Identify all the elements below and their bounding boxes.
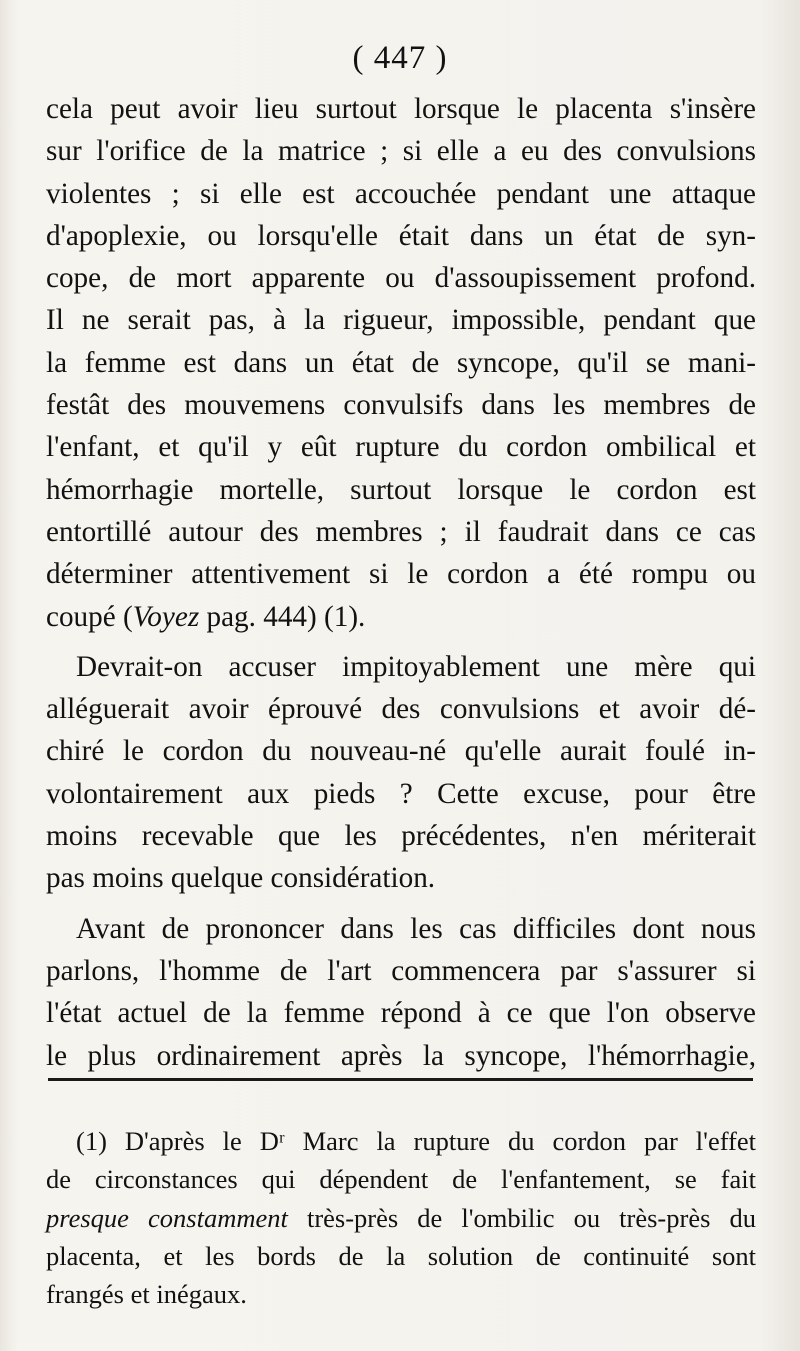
text-line: alléguerait avoir éprouvé des convulsions et avoir dé- <box>46 693 756 726</box>
text-line: volontairement aux pieds ? Cette excuse, pour être <box>46 777 756 810</box>
text-line-with-reference <box>46 596 756 638</box>
text-line: sur l'orifice de la matrice ; si elle a eu des convulsions <box>46 135 756 168</box>
footnote-line: (1) D'après le Dʳ Marc la rupture du cordon par l'effet <box>76 1126 756 1156</box>
text-line: la femme est dans un état de syncope, qu'il se mani- <box>46 346 756 379</box>
text-line: festât des mouvemens convulsifs dans les membres de <box>46 389 756 422</box>
text-line: moins recevable que les précédentes, n'en mériterait <box>46 820 756 853</box>
text-line: déterminer attentivement si le cordon a été rompu ou <box>46 558 756 591</box>
text-line: parlons, l'homme de l'art commencera par s'assurer si <box>46 954 756 987</box>
footnote-line: placenta, et les bords de la solution de continuité sont <box>46 1240 756 1271</box>
text-segment: très-près de l'ombilic ou très-près du <box>287 1202 756 1233</box>
text-line: Avant de prononcer dans les cas difficiles dont nous <box>76 912 756 945</box>
text-line: l'état actuel de la femme répond à ce que l'on observe <box>46 997 756 1030</box>
text-line: Il ne serait pas, à la rigueur, impossible, pendant que <box>46 304 756 337</box>
text-line: le plus ordinairement après la syncope, l'hémorrhagie, <box>46 1039 756 1072</box>
text-segment: pag. 444) (1). <box>199 600 366 633</box>
text-line: cope, de mort apparente ou d'assoupissement profond. <box>46 262 756 295</box>
page-number: ( 447 ) <box>352 40 448 76</box>
text-line: d'apoplexie, ou lorsqu'elle était dans un état de syn- <box>46 219 756 252</box>
text-line: chiré le cordon du nouveau-né qu'elle aurait foulé in- <box>46 735 756 768</box>
main-text <box>46 88 756 1077</box>
text-line: pas moins quelque considération. <box>46 862 436 895</box>
text-line: Devrait-on accuser impitoyablement une mère qui <box>76 650 756 683</box>
footnote-line: de circonstances qui dépendent de l'enfantement, se fait <box>46 1164 756 1195</box>
footnote-line <box>46 1199 756 1237</box>
footnote-line: frangés et inégaux. <box>46 1279 247 1310</box>
text-line: l'enfant, et qu'il y eût rupture du cordon ombilical et <box>46 431 756 464</box>
italic-phrase: presque constamment <box>46 1202 288 1233</box>
italic-reference: Voyez <box>132 600 200 633</box>
footnote-separator <box>48 1078 753 1081</box>
text-line: hémorrhagie mortelle, surtout lorsque le cordon est <box>46 473 756 506</box>
text-line: violentes ; si elle est accouchée pendant une attaque <box>46 177 756 210</box>
text-segment: coupé ( <box>46 600 133 633</box>
text-line: cela peut avoir lieu surtout lorsque le placenta s'insère <box>46 93 756 125</box>
footnote <box>46 1122 756 1313</box>
text-line: entortillé autour des membres ; il faudrait dans ce cas <box>46 515 756 548</box>
